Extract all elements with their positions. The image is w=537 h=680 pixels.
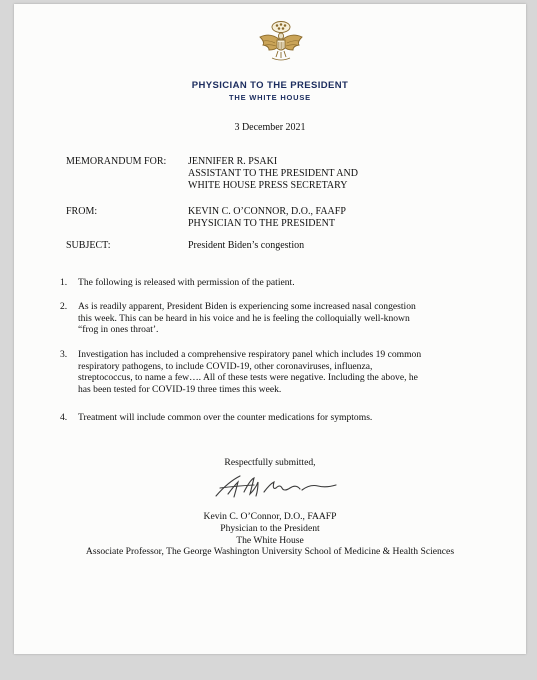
paragraph-number: 2. xyxy=(60,301,68,312)
handwritten-signature xyxy=(210,470,346,506)
memo-for-line: ASSISTANT TO THE PRESIDENT AND xyxy=(188,168,358,179)
paragraph-2 xyxy=(60,301,498,336)
presidential-seal-icon xyxy=(257,18,305,64)
from-line: PHYSICIAN TO THE PRESIDENT xyxy=(188,218,335,229)
signer-office: The White House xyxy=(236,534,304,546)
paragraph-number: 3. xyxy=(60,349,68,360)
memo-page xyxy=(14,4,526,654)
memo-for-label: MEMORANDUM FOR: xyxy=(66,156,167,167)
memo-for-line: WHITE HOUSE PRESS SECRETARY xyxy=(188,180,348,191)
paragraph-3 xyxy=(60,349,498,395)
paragraph-line: As is readily apparent, President Biden is experiencing some increased nasal congestion xyxy=(78,301,416,312)
signer-name: Kevin C. O’Connor, D.O., FAAFP xyxy=(203,511,337,522)
paragraph-number: 1. xyxy=(60,277,68,288)
paragraph-number: 4. xyxy=(60,412,68,423)
from-label: FROM: xyxy=(66,206,98,217)
paragraph-line: “frog in ones throat’. xyxy=(78,324,159,336)
subject-label: SUBJECT: xyxy=(66,240,111,251)
paragraph-line: has been tested for COVID-19 three times this week. xyxy=(78,383,282,395)
closing-salutation: Respectfully submitted, xyxy=(224,457,316,468)
paragraph-line: respiratory pathogens, to include COVID-19, other coronaviruses, influenza, xyxy=(78,360,373,372)
from-line: KEVIN C. O’CONNOR, D.O., FAAFP xyxy=(188,206,346,217)
paragraph-line: Treatment will include common over the counter medications for symptoms. xyxy=(78,412,373,423)
paragraph-4 xyxy=(60,412,498,424)
signer-affiliation: Associate Professor, The George Washington University School of Medicine & Health Sciences xyxy=(85,546,455,558)
memo-for-recipient xyxy=(188,156,358,192)
paragraph-line: streptococcus, to name a few…. All of these tests were negative. Including the above, he xyxy=(78,372,418,384)
paragraph-line: this week. This can be heard in his voice and he is feeling the colloquially well-known xyxy=(78,312,410,324)
letterhead-building: THE WHITE HOUSE xyxy=(228,93,311,102)
paragraph-line: The following is released with permission of the patient. xyxy=(78,277,295,288)
signer-title: Physician to the President xyxy=(220,522,320,534)
from-sender xyxy=(188,206,346,230)
signature-block xyxy=(14,511,526,558)
letterhead-office: PHYSICIAN TO THE PRESIDENT xyxy=(191,80,349,91)
subject-text: President Biden’s congestion xyxy=(188,240,305,251)
memo-date: 3 December 2021 xyxy=(234,122,306,133)
paragraph-1 xyxy=(60,277,498,289)
paragraph-line: Investigation has included a comprehensive respiratory panel which includes 19 common xyxy=(78,349,422,360)
memo-for-line: JENNIFER R. PSAKI xyxy=(188,156,278,167)
